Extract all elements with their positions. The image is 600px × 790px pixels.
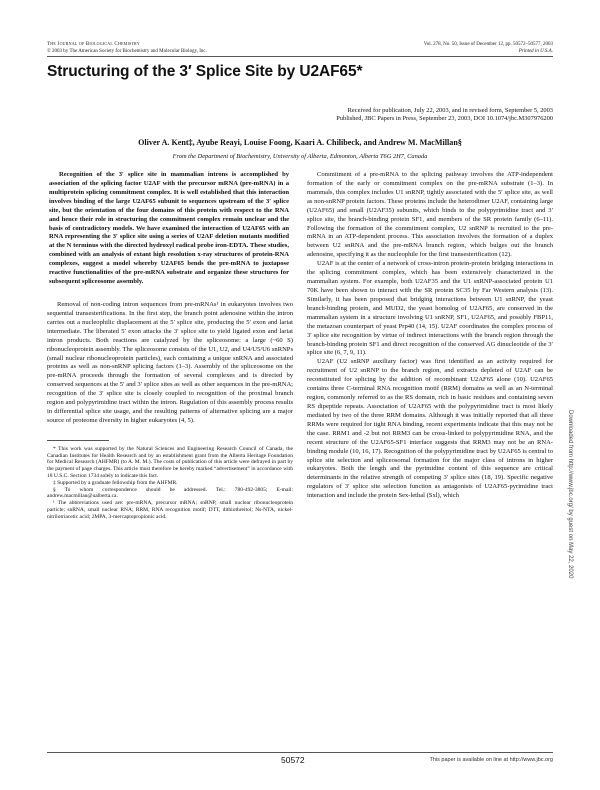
published-date: Published, JBC Papers in Press, September 23, 2003, DOI 10.1074/jbc.M307976200 xyxy=(336,115,553,123)
copyright-line: © 2003 by The American Society for Biochemistry and Molecular Biology, Inc. xyxy=(47,48,207,54)
download-watermark: Downloaded from http://www.jbc.org/ by guest on May 22, 2020 xyxy=(567,410,573,579)
journal-name: The Journal of Biological Chemistry xyxy=(47,42,140,47)
footnote-abbreviations: ¹ The abbreviations used are: pre-mRNA, precursor mRNA; snRNP, small nuclear ribonucleoprotein particle; snRNA, small nuclear RNA; RRM, RNA recognition motif; DTT, dithiothreitol; Ns-NTA, nickel-nitrilotriacetic acid; 2MPA, 3-mercaptopropionic acid. xyxy=(47,500,293,520)
journal-header-right xyxy=(303,42,553,55)
article-title: Structuring of the 3′ Splice Site by U2AF65* xyxy=(47,63,363,80)
body-paragraph: U2AF is at the center of a network of cross-intron protein-protein bridging interactions in the splicing commitment complex, which has been extensively characterized in the mammalian system. For example, both U2AF35 and the U1 snRNP-associated protein U1 70K have been shown to interact with the SR protein SC35 by Far Western analysis (13). Similarly, it has been proposed that bridging interactions between U1 snRNP, the yeast branch-binding protein, and MUD2, the yeast homolog of U2AF65, are conserved in the mammalian system in a structure involving U1 snRNP, SF1, U2AF65, and possibly FBP11, the metazoan counterpart of yeast Prp40 (14, 15). U2AF coordinates the complex process of 3′ splice site recognition by virtue of indirect interactions with the branch region through the branch-binding protein SF1 and direct recognition of the conserved AG dinucleotide of the 3′ splice site (6, 7, 9, 11). xyxy=(307,260,553,357)
abstract-gap xyxy=(47,287,293,301)
footnote-fellowship: ‡ Supported by a graduate fellowship from the AHFMR. xyxy=(53,479,178,486)
publication-dates xyxy=(336,107,553,123)
affiliation: From the Department of Biochemistry, University of Alberta, Edmonton, Alberta T6G 2H7, Canada xyxy=(172,153,428,160)
abstract: Recognition of the 3′ splice site in mammalian introns is accomplished by association of the splicing factor U2AF with the precursor mRNA (pre-mRNA) in a multiprotein splicing commitment complex. It is well established that this interaction involves binding of the large U2AF65 subunit to sequences upstream of the 3′ splice site, but the orientation of the four domains of this protein with respect to the RNA and hence their role in structuring the commitment complex remain unclear and the basis of contradictory models. We have examined the interaction of U2AF65 with an RNA representing the 3′ splice site using a series of U2AF deletion mutants modified at the N terminus with the directed hydroxyl radical probe iron-EDTA. These studies, combined with an analysis of extant high resolution x-ray structures of protein-RNA complexes, suggest a model whereby U2AF65 bends the pre-mRNA to juxtapose reactive functionalities of the pre-mRNA substrate and organize these structures for subsequent spliceosome assembly. xyxy=(49,171,289,286)
footer-rule xyxy=(47,752,553,753)
intro-paragraph: Removal of non-coding intron sequences from pre-mRNAs¹ in eukaryotes involves two sequential transesterifications. In the first step, the branch point adenosine within the intron carries out a nucleophilic displacement at the 5′ splice site, producing the 5′ exon and lariat intermediate. The liberated 5′ exon attacks the 3′ splice site to yield ligated exon and lariat intron products. Both reactions are catalyzed by the spliceosome: a large (~60 S) ribonucleoprotein assembly. The spliceosome consists of the U1, U2, and U4/U5/U6 snRNPs (small nuclear ribonucleoprotein particles), each containing a unique snRNA and associated proteins as well as non-snRNP splicing factors (1–3). Assembly of the spliceosome on the pre-mRNA proceeds through the formation of several complexes and is directed by conserved sequences at the 5′ and 3′ splice sites as well as other sequences in the pre-mRNA; recognition of the 3′ splice site is closely coupled to recognition of the proximal branch region and polypyrimidine tract within the intron. Regulation of this assembly process results in differential splice site usage, and the resulting patterns of alternative splicing are a major source of proteome diversity in higher eukaryotes (4, 5). xyxy=(47,300,293,424)
footnote-correspondence: § To whom correspondence should be addressed. Tel.: 780-492-3805; E-mail: andrew.macmillan@ualberta.ca. xyxy=(47,486,293,500)
journal-header-left xyxy=(47,42,307,55)
footnote-funding: * This work was supported by the Natural Sciences and Engineering Research Council of Canada, the Canadian Institutes for Health Research and by an establishment grant from the Alberta Heritage Foundation for Medical Research (AHFMR) (to A. M. M.). The costs of publication of this article were defrayed in part by the payment of page charges. This article must therefore be hereby marked “advertisement” in accordance with 18 U.S.C. Section 1734 solely to indicate this fact. xyxy=(47,445,293,480)
left-column xyxy=(47,171,293,521)
header-rule xyxy=(47,56,553,57)
right-column xyxy=(307,171,553,501)
body-paragraph: Commitment of a pre-mRNA to the splicing pathway involves the ATP-independent formation of the early or commitment complex on the pre-mRNA substrate (1–3). In mammals, this complex includes U1 snRNP, tightly associated with the 5′ splice site, as well as non-snRNP protein factors. These proteins include the heterodimer U2AF, containing large (U2AF65) and small (U2AF35) subunits, which binds to the polypyrimidine tract and 3′ splice site, the branch-binding protein SF1, and members of the SR protein family (6–11). Following the formation of the commitment complex, U2 snRNP is recruited to the pre-mRNA in an ATP-dependent process. This association involves the formation of a duplex between U2 snRNA and the pre-mRNA branch region, which bulges out the branch adenosine, specifying it as the nucleophile for the first transesterification (12). xyxy=(307,171,553,259)
received-date: Received for publication, July 22, 2003, and in revised form, September 5, 2003 xyxy=(347,107,553,114)
author-list: Oliver A. Kent‡, Ayube Reayi, Louise Foong, Kaari A. Chilibeck, and Andrew M. MacMillan§ xyxy=(138,138,462,147)
page-number: 50572 xyxy=(281,755,305,765)
printed-in: Printed in U.S.A. xyxy=(518,48,553,54)
footnote-rule xyxy=(47,440,109,441)
body-paragraph: U2AF (U2 snRNP auxiliary factor) was first identified as an activity required for recruitment of U2 snRNP to the branch region, and extracts depleted of U2AF can be reconstituted for splicing by the addition of recombinant U2AF65 alone (10). U2AF65 contains three C-terminal RNA recognition motif (RRM) domains as well as an N-terminal region, commonly referred to as the RS domain, rich in basic residues and containing seven RS dipeptide repeats. Association of U2AF65 with the polypyrimidine tract is most likely mediated by two of the three RRM domains. Although it was initially reported that all three RRMs were required for tight RNA binding, recent experiments indicate that this may not be the case. RRM1 and -2 but not RRM3 can be cross-linked to polypyrimidine RNA, and the recent structure of the U2AF65-SF1 interface suggests that RRM3 may not be an RNA-binding module (10, 16, 17). Recognition of the polypyrimidine tract by U2AF65 is central to splice site selection and spliceosomal formation for the major class of introns in higher eukaryotes. Both the length and the pyrimidine content of this sequence are critical determinants in the relative strength of competing 3′ splice sites (18, 19). Specific negative regulators of 3′ splice site selection function as antagonists of U2AF65-pyrimidine tract interaction and include the protein Sex-lethal (Sxl), which xyxy=(307,358,553,500)
volume-info: Vol. 278, No. 50, Issue of December 12, pp. 50572–50577, 2003 xyxy=(423,42,553,47)
online-availability: This paper is available on line at http://www.jbc.org xyxy=(429,757,553,763)
